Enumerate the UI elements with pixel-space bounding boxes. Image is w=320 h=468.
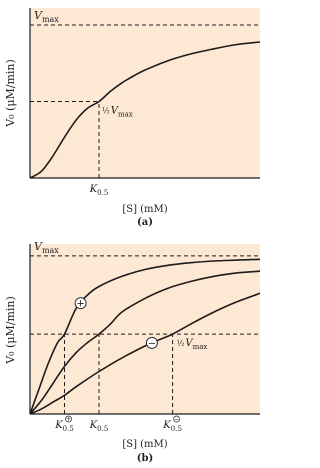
panel-b	[4, 240, 260, 464]
panel-a	[4, 8, 260, 228]
panel-b-vmax-label	[34, 240, 59, 255]
svg-text:K0.5: $K_{0.5}$	[89, 184, 109, 197]
panel-b-tick-label-0	[54, 416, 74, 433]
svg-text:½Vmax: $\frac{1}{2}V_{max}$	[102, 105, 133, 119]
panel-a-y-axis-label: V₀ (μM/min)	[4, 59, 17, 127]
svg-text:Vmax: $V_{max}$	[34, 239, 59, 255]
svg-text:−: −	[147, 338, 157, 350]
svg-text:Vmax: $V_{max}$	[34, 9, 59, 24]
panel-a-plot-area	[30, 8, 260, 178]
panel-b-modulator-marker-0	[75, 298, 86, 310]
panel-b-modulator-marker-2	[146, 337, 157, 349]
svg-text:+: +	[76, 298, 85, 310]
svg-text:−: −	[174, 416, 180, 424]
svg-text:½Vmax: $\frac{1}{2}V_{max}$	[176, 338, 208, 352]
svg-text:K0.5: $K_{0.5}$	[89, 420, 109, 433]
panel-b-tick-label-2	[162, 416, 182, 433]
panel-a-label: (a)	[137, 217, 153, 228]
svg-text:K0.5: $K_{0.5}$	[163, 420, 182, 433]
svg-text:K0.5: $K_{0.5}$	[55, 420, 74, 433]
panel-b-y-axis-label: V₀ (μM/min)	[4, 296, 17, 364]
panel-a-tick-label-0	[89, 184, 109, 197]
panel-b-label: (b)	[136, 453, 154, 464]
panel-b-tick-label-1	[89, 420, 109, 433]
panel-a-x-axis-label: [S] (mM)	[122, 204, 168, 215]
svg-text:+: +	[65, 416, 72, 424]
panel-b-x-axis-label: [S] (mM)	[122, 439, 168, 450]
